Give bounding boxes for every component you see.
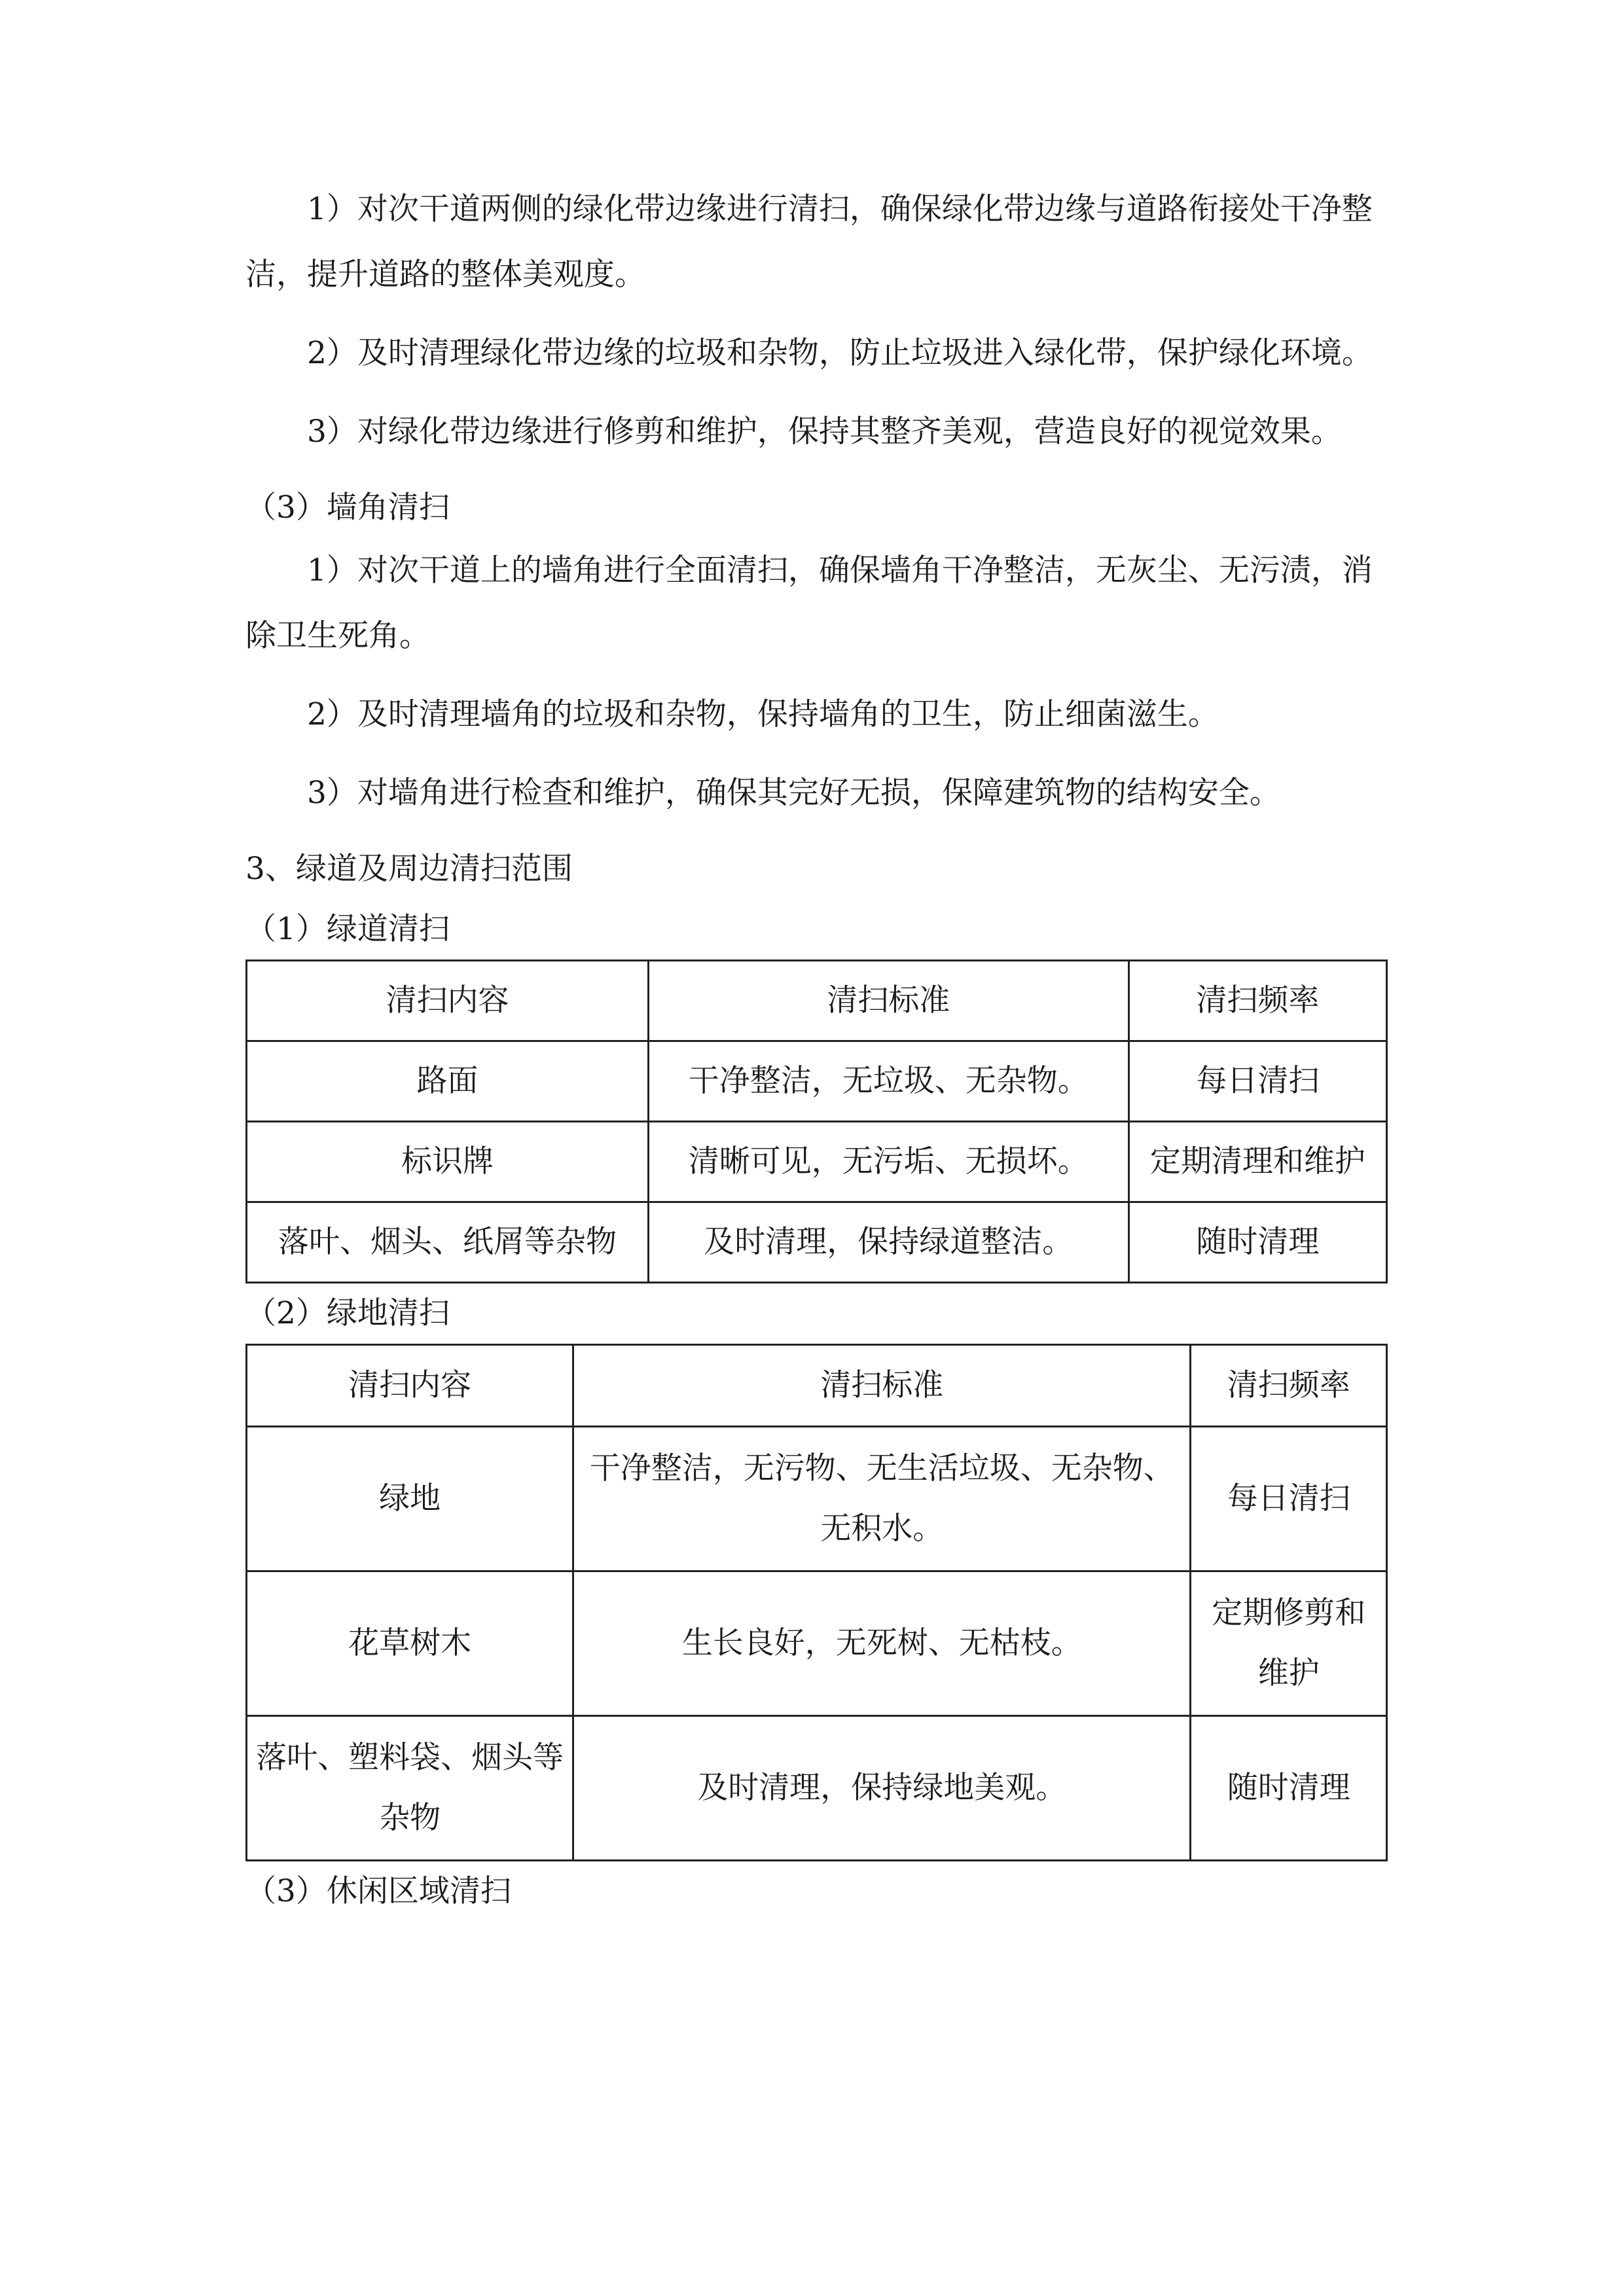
subheading-green-space-cleaning: （2）绿地清扫 <box>245 1295 450 1331</box>
table-cell: 落叶、塑料袋、烟头等杂物 <box>247 1716 573 1861</box>
table-header-cell: 清扫内容 <box>247 961 649 1041</box>
table-row <box>247 1202 1387 1283</box>
section-heading-wall: （3）墙角清扫 <box>245 490 450 526</box>
paragraph: 2）及时清理墙角的垃圾和杂物，保持墙角的卫生，防止细菌滋生。 <box>307 696 1219 732</box>
table-cell: 绿地 <box>247 1427 573 1571</box>
document-page <box>245 177 1388 1922</box>
table-cell: 随时清理 <box>1191 1716 1387 1861</box>
table-header-cell: 清扫频率 <box>1191 1345 1387 1427</box>
table-cell: 标识牌 <box>247 1122 649 1202</box>
section-heading-greenway: 3、绿道及周边清扫范围 <box>245 851 573 887</box>
greenway-table <box>245 960 1388 1283</box>
subheading-greenway-cleaning: （1）绿道清扫 <box>245 911 450 947</box>
table-row <box>247 1571 1387 1716</box>
table-header-cell: 清扫频率 <box>1128 961 1386 1041</box>
paragraph: 2）及时清理绿化带边缘的垃圾和杂物，防止垃圾进入绿化带，保护绿化环境。 <box>307 335 1373 371</box>
table-cell: 落叶、烟头、纸屑等杂物 <box>247 1202 649 1283</box>
table-row <box>247 1427 1387 1571</box>
table-cell: 每日清扫 <box>1128 1041 1386 1122</box>
table-cell: 花草树木 <box>247 1571 573 1716</box>
table-cell: 及时清理，保持绿地美观。 <box>573 1716 1191 1861</box>
paragraph: 1）对次干道两侧的绿化带边缘进行清扫，确保绿化带边缘与道路衔接处干净整洁，提升道路的整体美观度。 <box>245 191 1373 293</box>
table-cell: 干净整洁，无垃圾、无杂物。 <box>648 1041 1128 1122</box>
table-cell: 路面 <box>247 1041 649 1122</box>
table-cell: 每日清扫 <box>1191 1427 1387 1571</box>
table-cell: 及时清理，保持绿道整洁。 <box>648 1202 1128 1283</box>
table-cell: 随时清理 <box>1128 1202 1386 1283</box>
table-cell: 定期修剪和维护 <box>1191 1571 1387 1716</box>
table-cell: 生长良好，无死树、无枯枝。 <box>573 1571 1191 1716</box>
table-row <box>247 1122 1387 1202</box>
table-header-cell: 清扫标准 <box>648 961 1128 1041</box>
table-header-cell: 清扫标准 <box>573 1345 1191 1427</box>
table-row <box>247 1716 1387 1861</box>
paragraph: 3）对绿化带边缘进行修剪和维护，保持其整齐美观，营造良好的视觉效果。 <box>307 414 1342 450</box>
green-space-table <box>245 1344 1388 1861</box>
table-header-row <box>247 961 1387 1041</box>
paragraph: 1）对次干道上的墙角进行全面清扫，确保墙角干净整洁，无灰尘、无污渍，消除卫生死角。 <box>245 552 1373 654</box>
table-cell: 清晰可见，无污垢、无损坏。 <box>648 1122 1128 1202</box>
table-header-cell: 清扫内容 <box>247 1345 573 1427</box>
paragraph: 3）对墙角进行检查和维护，确保其完好无损，保障建筑物的结构安全。 <box>307 775 1280 811</box>
table-cell: 干净整洁，无污物、无生活垃圾、无杂物、无积水。 <box>573 1427 1191 1571</box>
table-header-row <box>247 1345 1387 1427</box>
subheading-leisure-area-cleaning: （3）休闲区域清扫 <box>245 1873 511 1909</box>
table-cell: 定期清理和维护 <box>1128 1122 1386 1202</box>
table-row <box>247 1041 1387 1122</box>
